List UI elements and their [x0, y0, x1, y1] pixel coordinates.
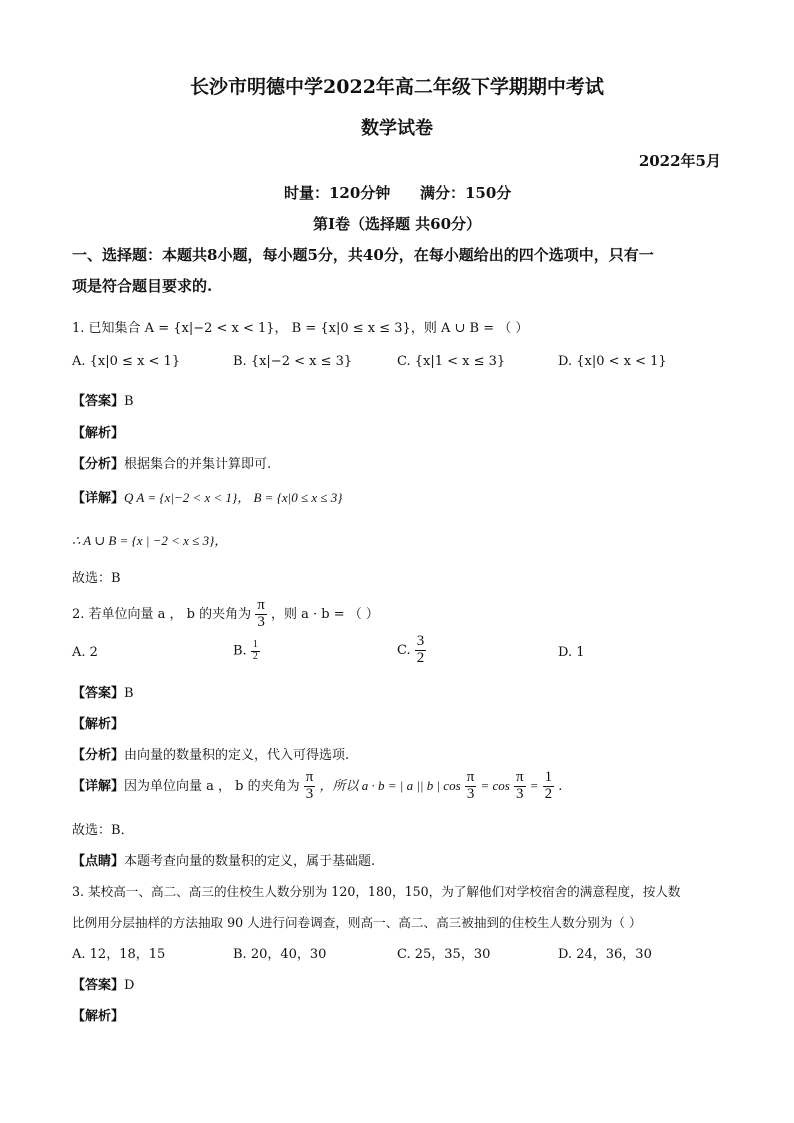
- answer-label: 【答案】: [72, 978, 125, 993]
- q2-option-b-num: 1: [252, 639, 258, 650]
- q2-detail-angle-den: 3: [305, 785, 314, 802]
- exam-subtitle: 数学试卷: [361, 118, 433, 139]
- q2-detail-angle-fraction: [304, 770, 316, 803]
- q1-choose-value: B: [111, 571, 121, 586]
- q3-analysis-label: 【解析】: [72, 1009, 125, 1024]
- q2-angle-num: π: [257, 597, 265, 613]
- q2-option-b-prefix: B.: [233, 643, 247, 659]
- q2-option-b-den: 2: [252, 650, 258, 662]
- q2-fenxi-text: 由向量的数量积的定义，代入可得选项.: [124, 748, 350, 763]
- q1-analysis-label: 【解析】: [72, 426, 125, 441]
- q2-detail-cos-fraction: [465, 770, 477, 803]
- q2-angle-fraction: [255, 598, 267, 631]
- q3-option-c: C. 25，35，30: [397, 947, 491, 962]
- q2-answer-value: B: [124, 686, 134, 701]
- q2-stem-part-b: ，则 a · b = （ ）: [271, 606, 379, 622]
- q1-answer: [72, 390, 134, 409]
- choose-label: 故选：: [72, 571, 112, 586]
- q1-detail: [72, 487, 342, 506]
- q1-fenxi-text: 根据集合的并集计算即可.: [124, 457, 272, 472]
- q2-option-c: [397, 634, 426, 667]
- fenxi-label: 【分析】: [72, 748, 125, 763]
- q3-option-d: D. 24，36，30: [558, 947, 652, 962]
- exam-date: 2022年5月: [638, 152, 721, 170]
- q2-detail-half-num: 1: [544, 769, 553, 785]
- q2-detail-part-a: 因为单位向量 a ， b 的夹角为: [124, 778, 300, 794]
- q2-analysis-label: 【解析】: [72, 717, 125, 732]
- q2-detail-part-b: ，所以 a · b = | a || b | cos: [319, 777, 461, 793]
- q3-answer: [72, 974, 134, 993]
- q2-dianjing: [72, 850, 375, 869]
- q2-detail-part-e: .: [558, 778, 563, 794]
- q2-option-c-prefix: C.: [397, 642, 411, 658]
- q2-option-c-den: 2: [416, 649, 425, 666]
- q1-result: ∴ A ∪ B = {x | −2 < x ≤ 3}，: [72, 533, 228, 548]
- detail-label: 【详解】: [72, 491, 125, 506]
- time-label: 时量：120分钟: [284, 184, 391, 202]
- q2-answer: [72, 682, 134, 701]
- q2-detail-cos2-fraction: [514, 770, 526, 803]
- dianjing-label: 【点睛】: [72, 854, 125, 869]
- q2-option-b: [233, 640, 260, 662]
- q2-option-c-num: 3: [416, 633, 425, 649]
- q3-stem-line1: 3. 某校高一、高二、高三的住校生人数分别为 120，180，150，为了解他们对学校宿舍的满意程度，按人数: [72, 884, 681, 899]
- q2-detail: [72, 770, 562, 803]
- q2-option-b-fraction: [251, 640, 260, 662]
- section-title: 第I卷（选择题 共60分）: [312, 215, 482, 233]
- fenxi-label: 【分析】: [72, 457, 125, 472]
- q2-detail-cos-num: π: [466, 769, 475, 785]
- q2-option-c-fraction: [415, 634, 427, 667]
- detail-label: 【详解】: [72, 778, 125, 794]
- q3-option-a: A. 12，18，15: [72, 947, 166, 962]
- q2-angle-den: 3: [257, 613, 265, 630]
- q2-choose: [72, 819, 134, 838]
- choose-label: 故选：: [72, 823, 112, 838]
- part-heading-line2: 项是符合题目要求的.: [72, 277, 213, 295]
- q2-detail-half-fraction: [543, 770, 555, 803]
- q1-choose: [72, 567, 121, 586]
- q1-fenxi: [72, 453, 271, 472]
- q1-stem: 1. 已知集合 A = {x|−2 < x < 1}， B = {x|0 ≤ x ≤ 3}，则 A ∪ B = （ ）: [72, 321, 529, 336]
- q1-option-c: C. {x|1 < x ≤ 3}: [397, 354, 506, 369]
- q2-detail-cos2-den: 3: [516, 785, 524, 802]
- exam-title: 长沙市明德中学2022年高二年级下学期期中考试: [190, 76, 604, 98]
- q3-answer-value: D: [124, 978, 135, 993]
- q2-dianjing-text: 本题考查向量的数量积的定义，属于基础题.: [124, 854, 376, 869]
- q2-option-a: A. 2: [72, 645, 98, 660]
- q3-option-b: B. 20，40，30: [233, 947, 327, 962]
- score-label: 满分：150分: [420, 184, 512, 202]
- q2-stem-part-a: 2. 若单位向量 a ， b 的夹角为: [72, 606, 252, 622]
- answer-label: 【答案】: [72, 686, 125, 701]
- q1-option-b: B. {x|−2 < x ≤ 3}: [233, 354, 353, 369]
- q2-stem: [72, 598, 379, 631]
- q2-detail-part-d: =: [529, 777, 539, 793]
- q2-detail-cos2-num: π: [516, 769, 524, 785]
- q3-stem-line2: 比例用分层抽样的方法抽取 90 人进行问卷调查，则高一、高二、高三被抽到的住校生人数分别为（ ）: [72, 915, 642, 930]
- q1-option-d: D. {x|0 < x < 1}: [558, 354, 667, 369]
- q2-choose-value: B．: [111, 823, 134, 838]
- q2-detail-half-den: 2: [544, 785, 553, 802]
- q2-fenxi: [72, 744, 349, 763]
- q2-detail-angle-num: π: [305, 769, 314, 785]
- answer-label: 【答案】: [72, 394, 125, 409]
- q2-option-d: D. 1: [558, 645, 585, 660]
- q1-answer-value: B: [124, 394, 134, 409]
- q2-detail-cos-den: 3: [466, 785, 475, 802]
- part-heading-line1: 一、选择题：本题共8小题，每小题5分，共40分，在每小题给出的四个选项中，只有一: [72, 246, 654, 264]
- q2-detail-part-c: = cos: [480, 777, 510, 793]
- q1-option-a: A. {x|0 ≤ x < 1}: [72, 354, 181, 369]
- q1-detail-text: Q A = {x|−2 < x < 1}， B = {x|0 ≤ x ≤ 3}: [124, 490, 343, 505]
